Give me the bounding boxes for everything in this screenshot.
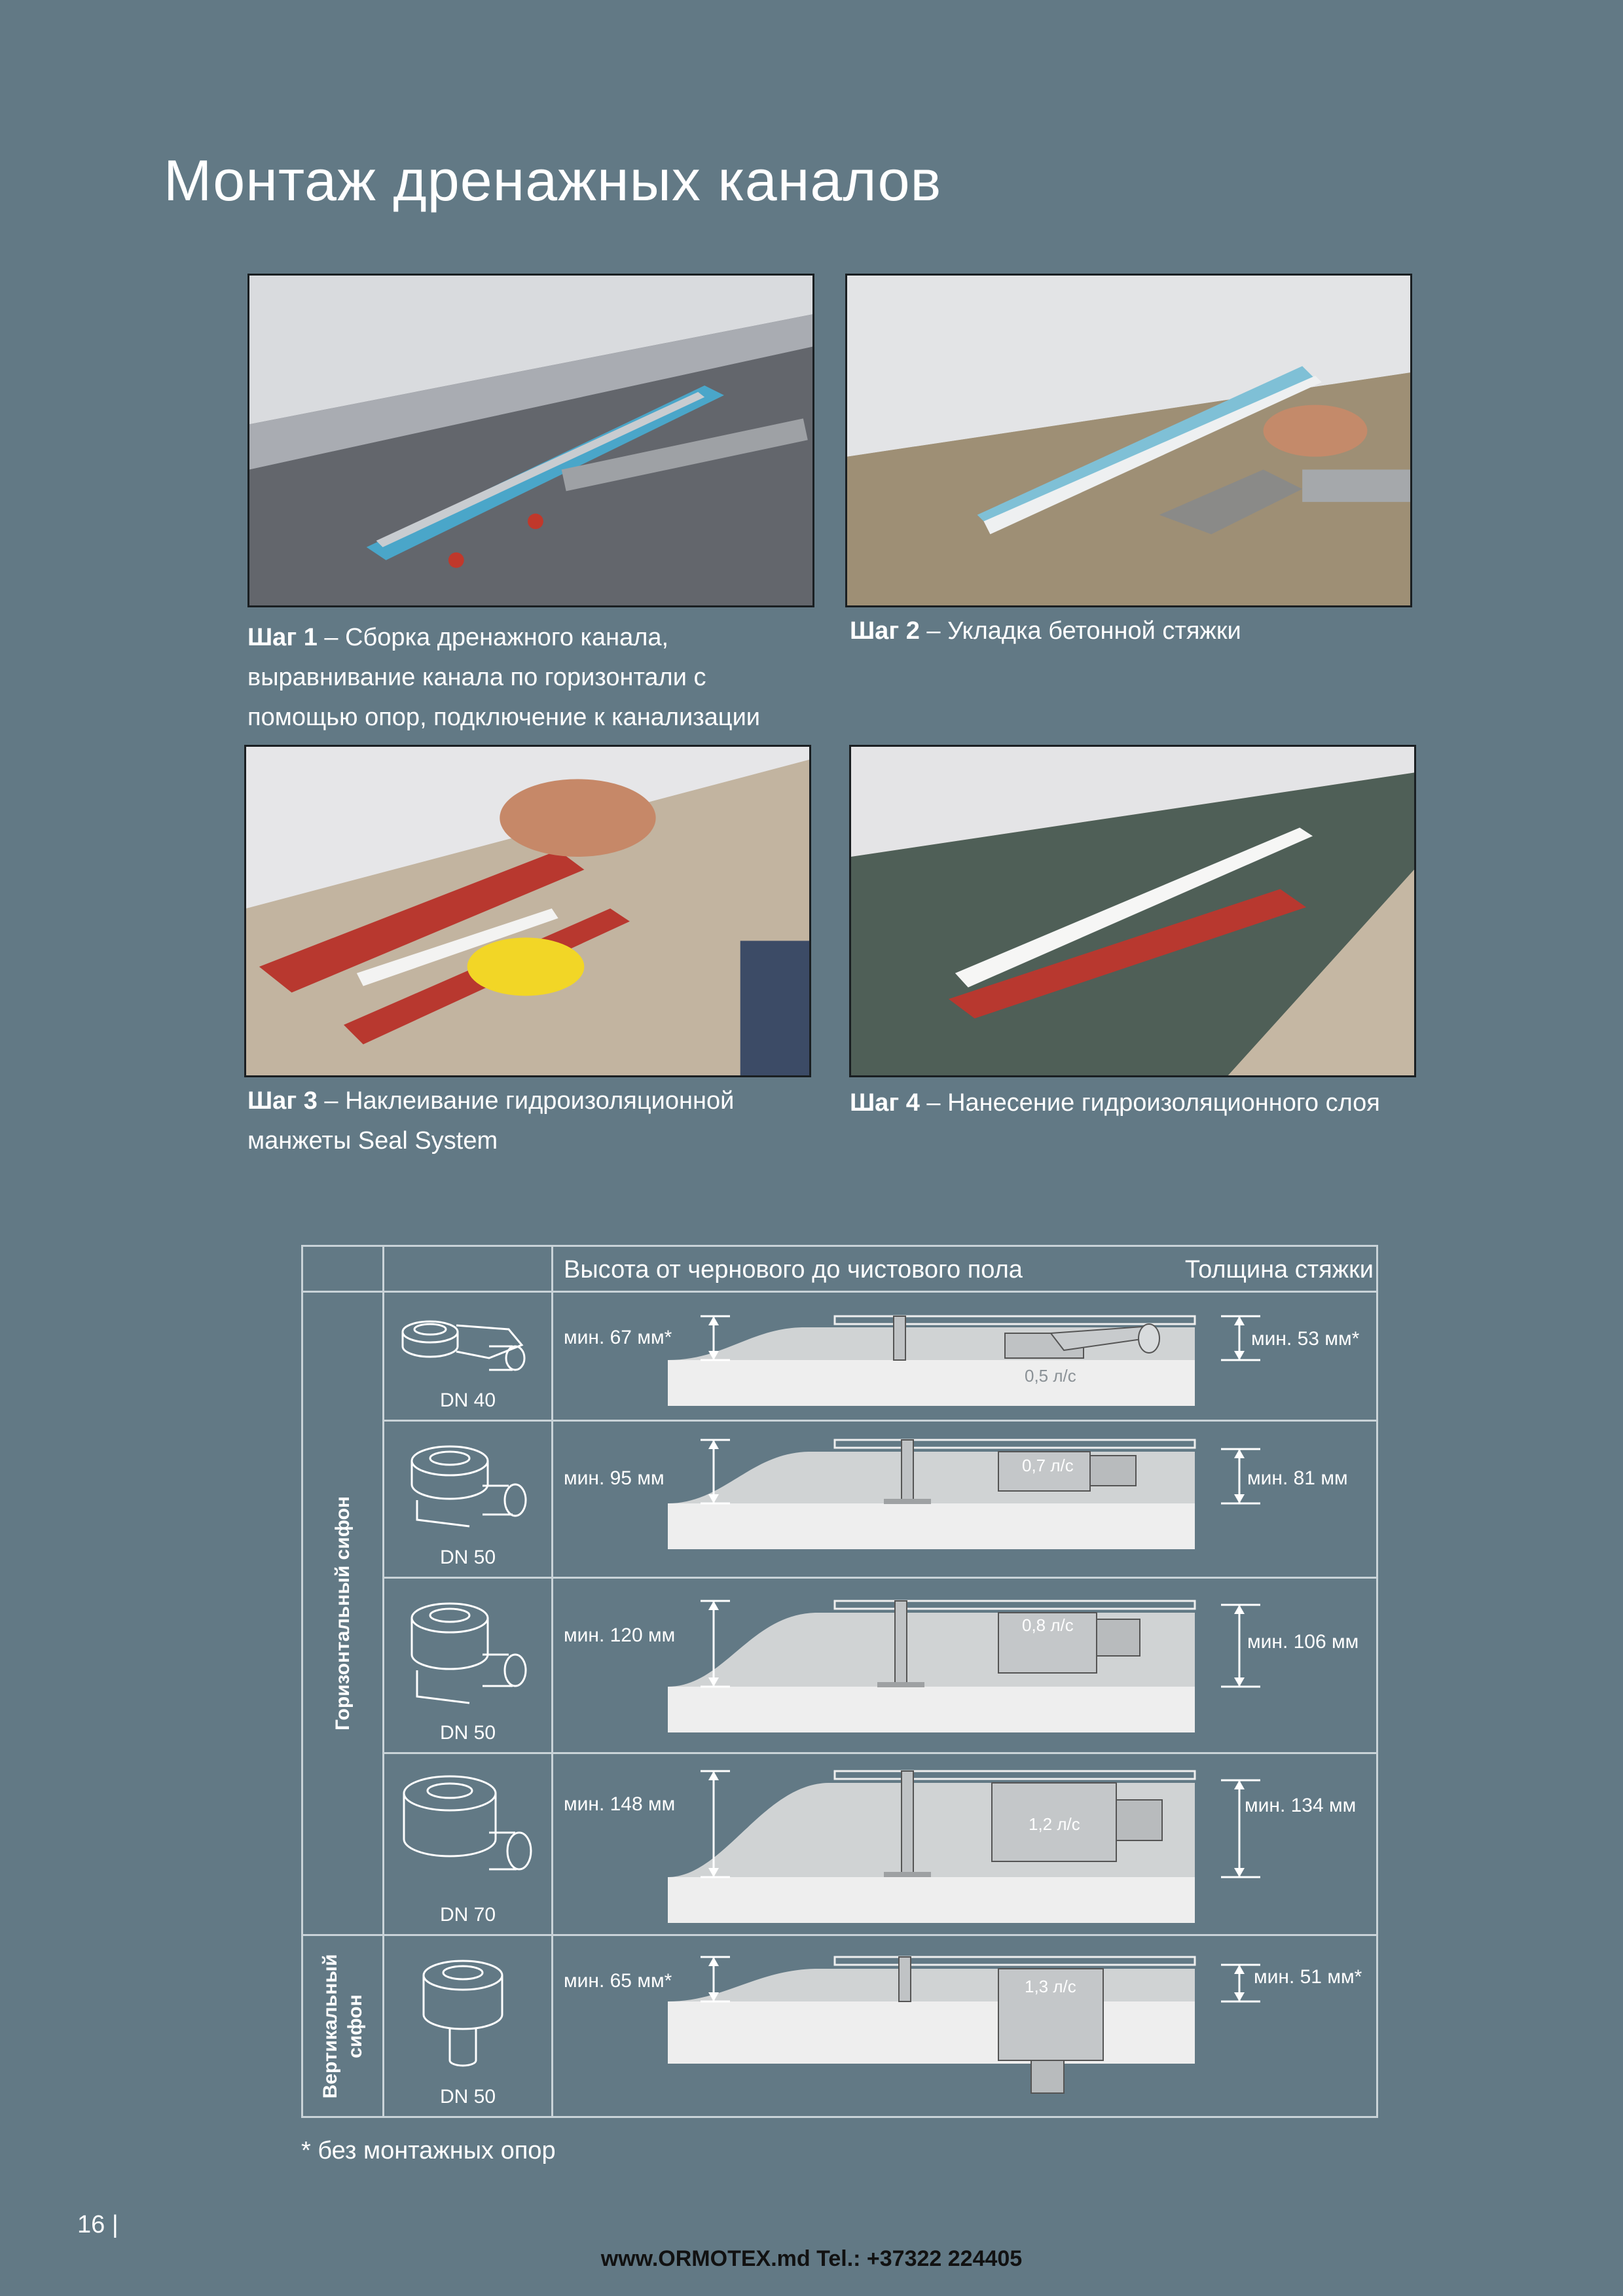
flow-rate-label: 0,7 л/с — [1022, 1456, 1074, 1475]
min-height-label: мин. 95 мм — [564, 1467, 665, 1489]
step-2-text: – Укладка бетонной стяжки — [919, 617, 1241, 645]
step-2-photo — [845, 274, 1412, 607]
diagram-cell-1 — [553, 1292, 1377, 1421]
installation-diagram-3 — [553, 1579, 1378, 1754]
dn-label: DN 70 — [439, 1904, 496, 1926]
group-vertical-label-line-1: Вертикальный — [319, 1954, 341, 2098]
group-horizontal-label: Горизонтальный сифон — [331, 1496, 354, 1731]
page-number: 16 | — [77, 2211, 119, 2238]
flow-rate-label: 0,5 л/с — [1025, 1366, 1076, 1386]
group-horizontal-cell — [302, 1292, 384, 1935]
table-header-main — [553, 1246, 1377, 1292]
siphon-spec-table — [301, 1245, 1378, 2118]
installation-diagram-5 — [553, 1936, 1378, 2118]
flow-rate-label: 1,3 л/с — [1025, 1977, 1076, 1996]
installation-diagram-4 — [553, 1754, 1378, 1936]
step-2-label: Шаг 2 — [850, 617, 920, 645]
header-height-label: Высота от чернового до чистового пола — [564, 1256, 1023, 1283]
diagram-cell-4 — [553, 1753, 1377, 1935]
installation-diagram-2 — [553, 1422, 1378, 1579]
diagram-cell-3 — [553, 1578, 1377, 1753]
group-vertical-cell — [302, 1935, 384, 2117]
dn-label: DN 50 — [439, 2086, 496, 2108]
min-thickness-label: мин. 53 мм* — [1251, 1328, 1360, 1350]
diagram-cell-2 — [553, 1421, 1377, 1578]
group-vertical-label-line-2: сифон — [344, 1994, 366, 2058]
step-3-caption — [247, 1081, 811, 1161]
siphon-dn70-icon — [391, 1767, 541, 1898]
page-title: Монтаж дренажных каналов — [164, 148, 942, 213]
min-thickness-label: мин. 51 мм* — [1254, 1966, 1362, 1988]
min-height-label: мин. 67 мм* — [564, 1327, 672, 1348]
table-header-blank-2 — [384, 1246, 553, 1292]
step-1-photo — [247, 274, 814, 607]
min-thickness-label: мин. 81 мм — [1247, 1467, 1348, 1489]
siphon-icon-cell-2 — [384, 1421, 553, 1578]
diagram-cell-5 — [553, 1935, 1377, 2117]
siphon-icon-cell-3 — [384, 1578, 553, 1753]
dn-label: DN 50 — [439, 1722, 496, 1744]
min-height-label: мин. 148 мм — [564, 1793, 676, 1815]
step-3-photo — [244, 745, 811, 1077]
step-1-caption — [247, 618, 811, 738]
dn-label: DN 40 — [439, 1390, 496, 1411]
step-4-label: Шаг 4 — [850, 1089, 920, 1117]
header-thickness-label: Толщина стяжки — [1184, 1256, 1374, 1283]
min-height-label: мин. 65 мм* — [564, 1970, 672, 1992]
footer-contact: www.ORMOTEX.md Tel.: +37322 224405 — [600, 2246, 1023, 2271]
step-4-caption — [850, 1083, 1413, 1123]
step-1-text: – Сборка дренажного канала, выравнивание канала по горизонтали с помощью опор, подключение к канализации — [247, 624, 761, 731]
siphon-dn40-icon — [391, 1306, 541, 1397]
dn-label: DN 50 — [439, 1547, 496, 1568]
siphon-dn50-icon — [391, 1435, 541, 1546]
step-4-photo — [849, 745, 1416, 1077]
siphon-icon-cell-4 — [384, 1753, 553, 1935]
siphon-vertical-dn50-icon — [391, 1949, 541, 2080]
min-thickness-label: мин. 106 мм — [1247, 1631, 1359, 1653]
min-thickness-label: мин. 134 мм — [1245, 1795, 1357, 1816]
flow-rate-label: 0,8 л/с — [1022, 1615, 1074, 1635]
group-vertical-label — [318, 1954, 368, 2098]
step-2-caption — [850, 611, 1413, 651]
step-3-label: Шаг 3 — [247, 1087, 318, 1115]
table-header-blank-1 — [302, 1246, 384, 1292]
step-1-label: Шаг 1 — [247, 624, 318, 651]
installation-diagram-1 — [553, 1293, 1378, 1422]
step-4-text: – Нанесение гидроизоляционного слоя — [919, 1089, 1380, 1117]
footnote: * без монтажных опор — [301, 2137, 556, 2164]
siphon-icon-cell-1 — [384, 1292, 553, 1421]
step-3-text: – Наклеивание гидроизоляционной манжеты Seal System — [247, 1087, 735, 1155]
siphon-dn50-icon — [391, 1592, 541, 1716]
flow-rate-label: 1,2 л/с — [1029, 1814, 1080, 1834]
siphon-icon-cell-5 — [384, 1935, 553, 2117]
min-height-label: мин. 120 мм — [564, 1624, 676, 1646]
